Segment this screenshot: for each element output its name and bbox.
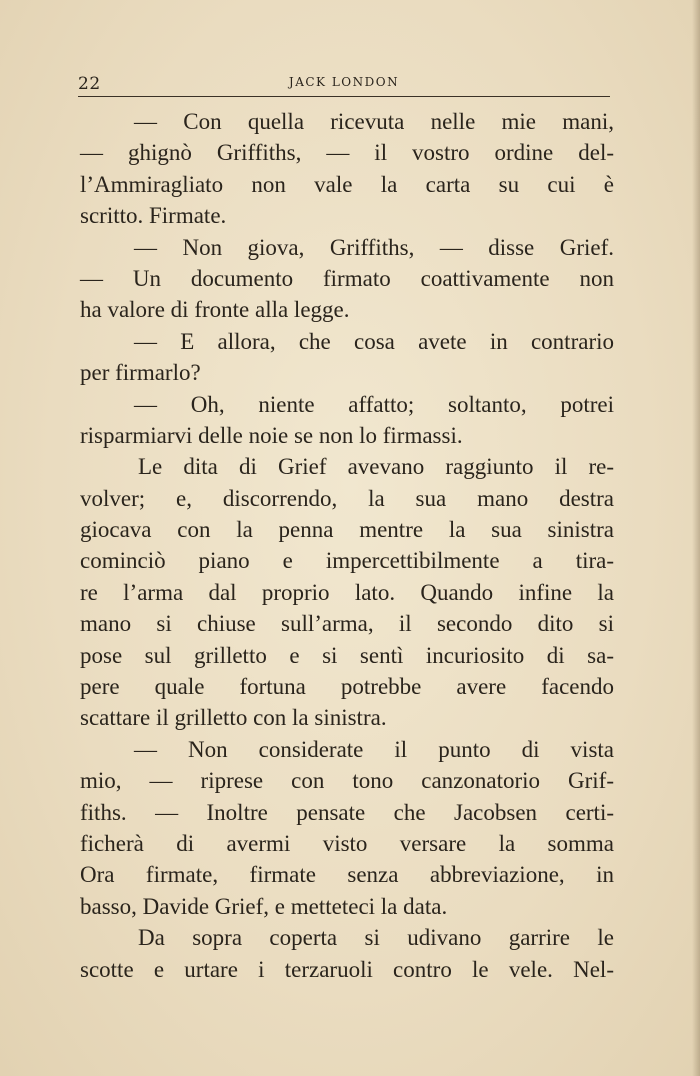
header-rule — [78, 96, 610, 97]
text-line: scotte e urtare i terzaruoli contro le vele. Nel- — [80, 956, 614, 982]
text-line: ha valore di fronte alla legge. — [80, 297, 350, 323]
text-body — [80, 106, 614, 985]
text-line: — Non giova, Griffiths, — disse Grief. — [134, 234, 614, 260]
running-head: JACK LONDON — [288, 75, 400, 89]
text-line: — ghignò Griffiths, — il vostro ordine del- — [80, 140, 614, 166]
text-line: scritto. Firmate. — [80, 203, 227, 229]
text-line: cominciò piano e impercettibilmente a tira- — [80, 548, 614, 574]
text-line: Ora firmate, firmate senza abbreviazione, in — [80, 862, 614, 888]
text-line: mano si chiuse sull’arma, il secondo dito si — [80, 611, 614, 637]
text-line: per firmarlo? — [80, 360, 201, 386]
text-line: fiths. — Inoltre pensate che Jacobsen certi- — [80, 799, 614, 825]
text-line: Le dita di Grief avevano raggiunto il re- — [138, 454, 614, 480]
text-line: volver; e, discorrendo, la sua mano destra — [80, 485, 614, 511]
text-line: — Con quella ricevuta nelle mie mani, — [134, 109, 614, 134]
text-line: risparmiarvi delle noie se non lo firmassi. — [80, 422, 463, 448]
text-line: mio, — riprese con tono canzonatorio Grif- — [80, 768, 614, 794]
page-number: 22 — [78, 74, 101, 94]
text-line: Da sopra coperta si udivano garrire le — [138, 925, 614, 951]
text-line: — E allora, che cosa avete in contrario — [134, 328, 614, 354]
text-line: — Non considerate il punto di vista — [134, 736, 614, 762]
text-line: pose sul grilletto e si sentì incuriosito di sa- — [80, 642, 614, 668]
text-line: — Un documento firmato coattivamente non — [80, 265, 614, 291]
text-line: pere quale fortuna potrebbe avere facendo — [80, 674, 614, 700]
text-line: l’Ammiragliato non vale la carta su cui è — [80, 171, 614, 197]
text-line: ficherà di avermi visto versare la somma — [80, 830, 614, 856]
text-line: scattare il grilletto con la sinistra. — [80, 705, 387, 731]
text-line: basso, Davide Grief, e metteteci la data. — [80, 893, 448, 919]
page-header — [78, 70, 610, 94]
text-line: giocava con la penna mentre la sua sinistra — [80, 517, 614, 543]
text-line: — Oh, niente affatto; soltanto, potrei — [134, 391, 614, 417]
text-line: re l’arma dal proprio lato. Quando infine la — [80, 579, 614, 605]
